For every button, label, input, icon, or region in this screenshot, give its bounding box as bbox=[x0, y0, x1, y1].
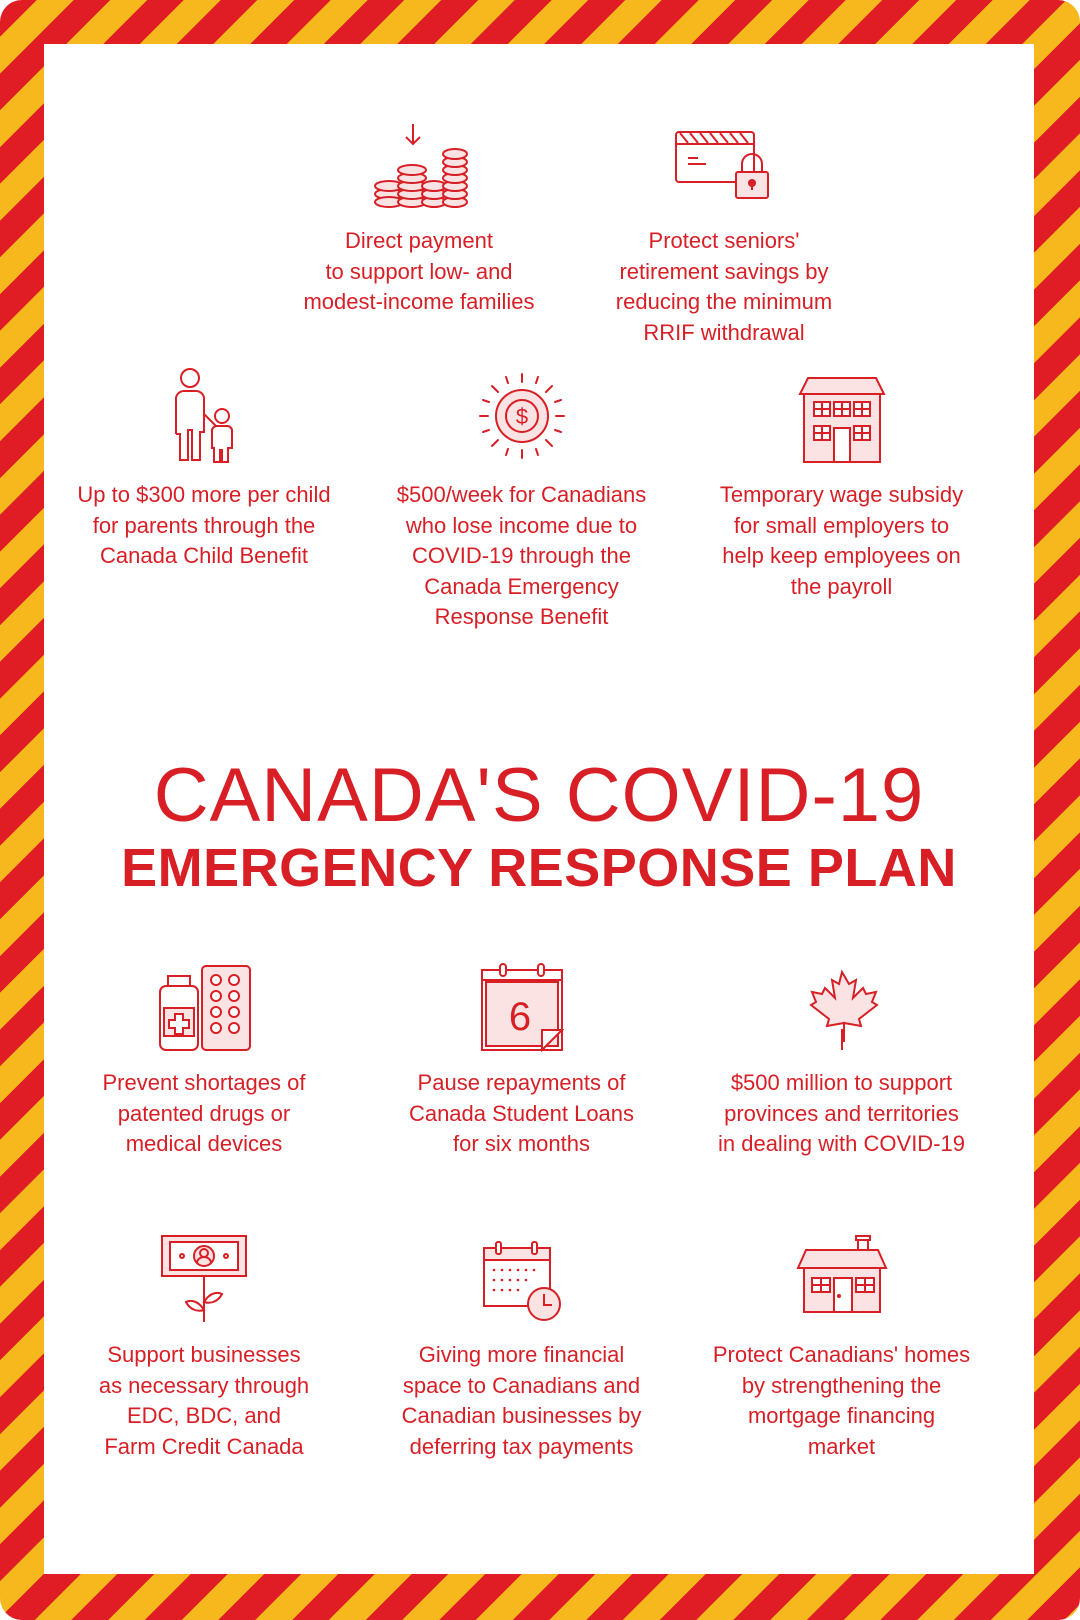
measure-caption: Direct payment to support low- and modest-income families bbox=[303, 228, 535, 314]
maple-leaf-icon bbox=[792, 962, 892, 1054]
svg-text:$: $ bbox=[515, 404, 528, 429]
dollar-sun-icon bbox=[472, 366, 572, 466]
measure-wage-subsidy bbox=[689, 366, 994, 602]
parent-child-icon bbox=[154, 366, 254, 466]
measure-direct-payment bbox=[269, 122, 569, 318]
measure-caption: $500/week for Canadians who lose income due to COVID-19 through the Canada Emergency Response Benefit bbox=[396, 482, 647, 629]
measure-caption: Support businesses as necessary through EDC, BDC, and Farm Credit Canada bbox=[98, 1342, 310, 1459]
measure-student-loans bbox=[369, 962, 674, 1160]
measure-businesses bbox=[54, 1234, 354, 1462]
measure-cerb bbox=[369, 366, 674, 633]
measure-caption: Giving more financial space to Canadians and Canadian businesses by deferring tax payments bbox=[401, 1342, 642, 1459]
measure-provinces bbox=[689, 962, 994, 1160]
coins-icon bbox=[369, 122, 469, 212]
measure-caption: Protect Canadians' homes by strengthening the mortgage financing market bbox=[712, 1342, 971, 1459]
measure-drug-shortages bbox=[54, 962, 354, 1160]
measure-tax-deferral bbox=[369, 1234, 674, 1462]
content-panel bbox=[44, 44, 1034, 1574]
office-building-icon bbox=[792, 366, 892, 466]
measure-caption: Temporary wage subsidy for small employers to help keep employees on the payroll bbox=[719, 482, 964, 599]
page-subtitle: EMERGENCY RESPONSE PLAN bbox=[121, 838, 957, 898]
medicine-icon bbox=[154, 962, 254, 1054]
page-title: CANADA'S COVID-19 bbox=[153, 753, 925, 838]
credit-card-lock-icon bbox=[674, 122, 774, 212]
money-plant-icon bbox=[154, 1234, 254, 1326]
measure-caption: Up to $300 more per child for parents through the Canada Child Benefit bbox=[77, 482, 331, 568]
title-block bbox=[44, 754, 1034, 898]
calendar-six-icon bbox=[472, 962, 572, 1054]
measure-caption: Prevent shortages of patented drugs or medical devices bbox=[102, 1070, 306, 1156]
measure-caption: Pause repayments of Canada Student Loans for six months bbox=[408, 1070, 635, 1156]
measure-rrif bbox=[574, 122, 874, 348]
calendar-clock-icon bbox=[472, 1234, 572, 1326]
measure-caption: Protect seniors' retirement savings by reducing the minimum RRIF withdrawal bbox=[615, 228, 833, 345]
measure-mortgage bbox=[689, 1234, 994, 1462]
house-icon bbox=[792, 1234, 892, 1326]
measure-child-benefit bbox=[54, 366, 354, 572]
measure-caption: $500 million to support provinces and territories in dealing with COVID-19 bbox=[717, 1070, 965, 1156]
svg-text:6: 6 bbox=[508, 995, 531, 1039]
